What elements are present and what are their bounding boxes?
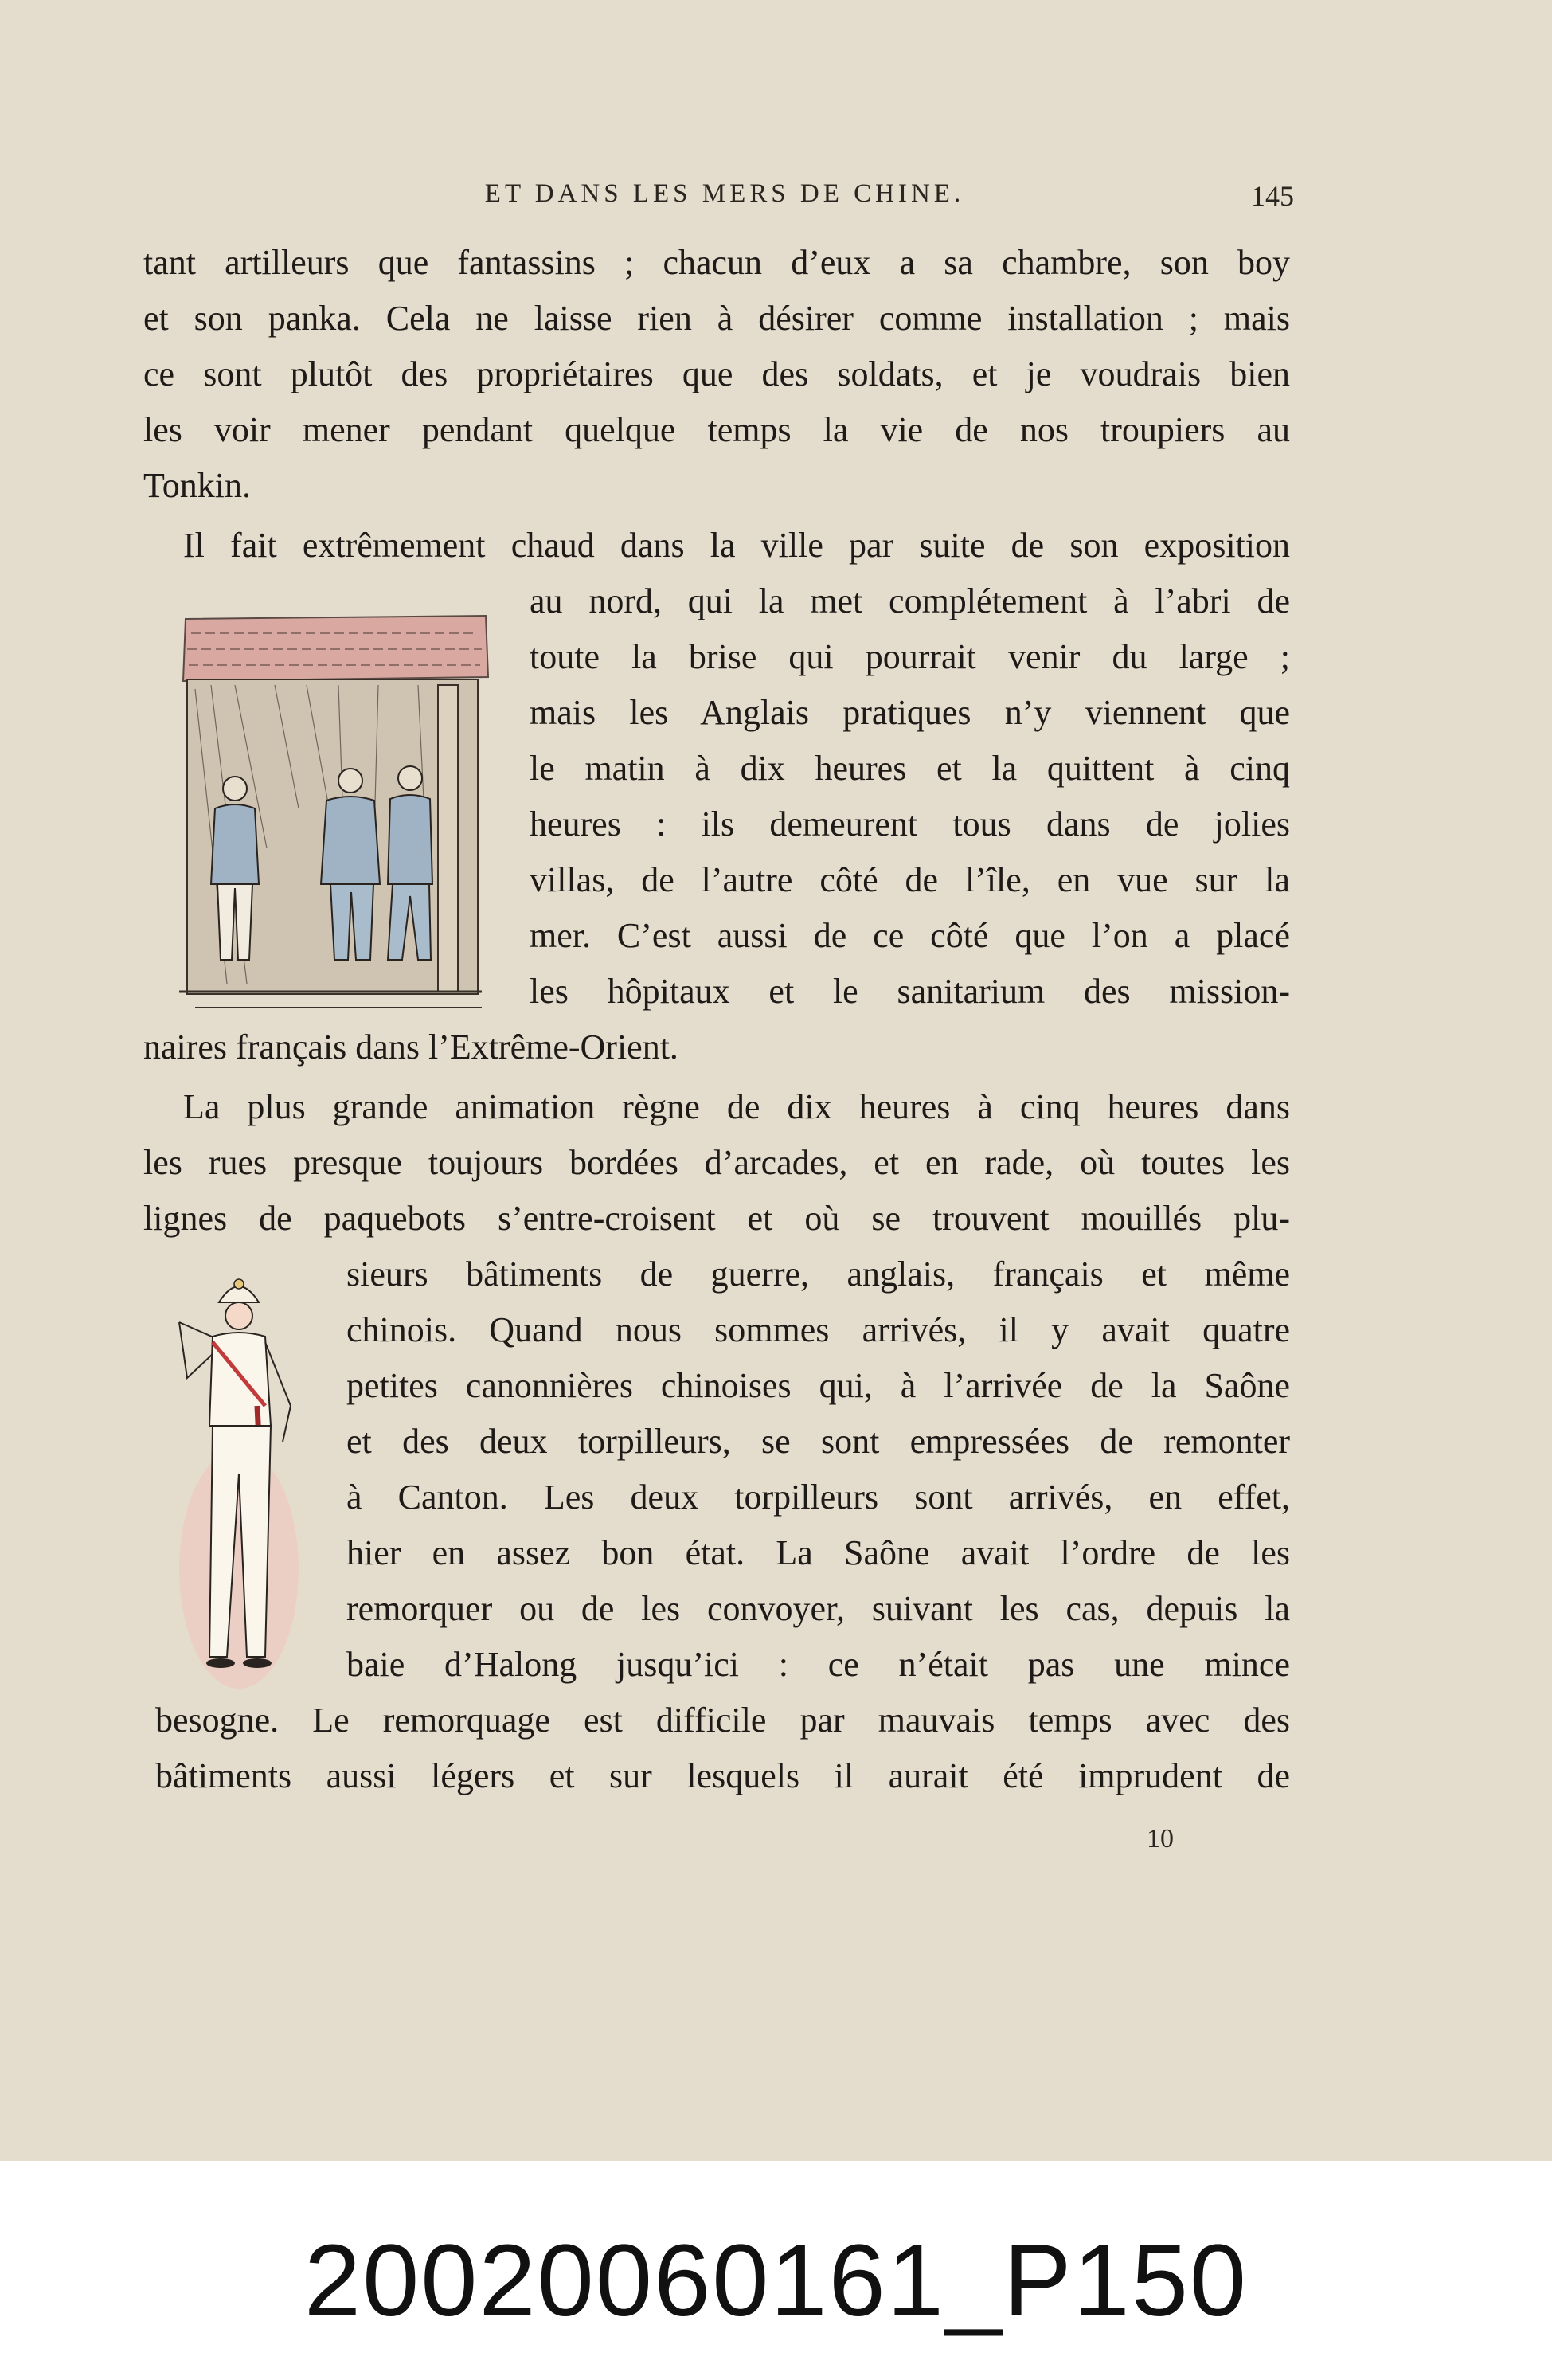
text-line: villas, de l’autre côté de l’île, en vue sur la	[530, 860, 1290, 899]
text-line: hier en assez bon état. La Saône avait l’ordre de les	[346, 1533, 1290, 1572]
text-line: baie d’Halong jusqu’ici : ce n’était pas une mince	[346, 1645, 1290, 1684]
text-line: mais les Anglais pratiques n’y viennent que	[530, 693, 1290, 732]
text-line: les hôpitaux et le sanitarium des mission-	[530, 972, 1290, 1011]
text-line: et des deux torpilleurs, se sont empressées de remonter	[346, 1422, 1290, 1461]
text-line: le matin à dix heures et la quittent à cinq	[530, 749, 1290, 788]
text-line: les rues presque toujours bordées d’arcades, et en rade, où toutes les	[143, 1143, 1290, 1182]
text-line: Tonkin.	[143, 466, 252, 505]
text-line: Il fait extrêmement chaud dans la ville par suite de son exposition	[183, 526, 1290, 565]
text-line: lignes de paquebots s’entre-croisent et où se trouvent mouillés plu-	[143, 1199, 1290, 1238]
text-line: mer. C’est aussi de ce côté que l’on a placé	[530, 916, 1290, 955]
soldier-illustration	[163, 1266, 323, 1697]
text-line: ce sont plutôt des propriétaires que des soldats, et je voudrais bien	[143, 354, 1290, 393]
text-line: chinois. Quand nous sommes arrivés, il y avait quatre	[346, 1310, 1290, 1349]
catalog-id-label: 20020060161_P150	[303, 2224, 1249, 2338]
running-title: ET DANS LES MERS DE CHINE.	[484, 179, 965, 208]
text-line: heures : ils demeurent tous dans de jolies	[530, 804, 1290, 844]
text-line: au nord, qui la met complétement à l’abri de	[530, 581, 1290, 620]
text-line: et son panka. Cela ne laisse rien à désirer comme installation ; mais	[143, 299, 1290, 338]
text-line: naires français dans l’Extrême-Orient.	[143, 1028, 678, 1067]
roof-icon	[183, 616, 488, 681]
text-line: les voir mener pendant quelque temps la vie de nos troupiers au	[143, 410, 1290, 449]
text-line: besogne. Le remorquage est difficile par mauvais temps avec des	[155, 1701, 1290, 1740]
text-line: bâtiments aussi légers et sur lesquels il aurait été imprudent de	[155, 1756, 1290, 1795]
text-line: La plus grande animation règne de dix heures à cinq heures dans	[183, 1087, 1290, 1126]
text-line: sieurs bâtiments de guerre, anglais, français et même	[346, 1255, 1290, 1294]
street-scene-illustration	[179, 609, 490, 1020]
text-line: à Canton. Les deux torpilleurs sont arrivés, en effet,	[346, 1478, 1290, 1517]
text-line: tant artilleurs que fantassins ; chacun d’eux a sa chambre, son boy	[143, 243, 1290, 282]
page-number: 145	[1251, 180, 1294, 212]
text-line: petites canonnières chinoises qui, à l’arrivée de la Saône	[346, 1366, 1290, 1405]
text-line: toute la brise qui pourrait venir du large ;	[530, 637, 1290, 676]
text-line: remorquer ou de les convoyer, suivant les cas, depuis la	[346, 1589, 1290, 1628]
signature-mark: 10	[1147, 1824, 1174, 1854]
